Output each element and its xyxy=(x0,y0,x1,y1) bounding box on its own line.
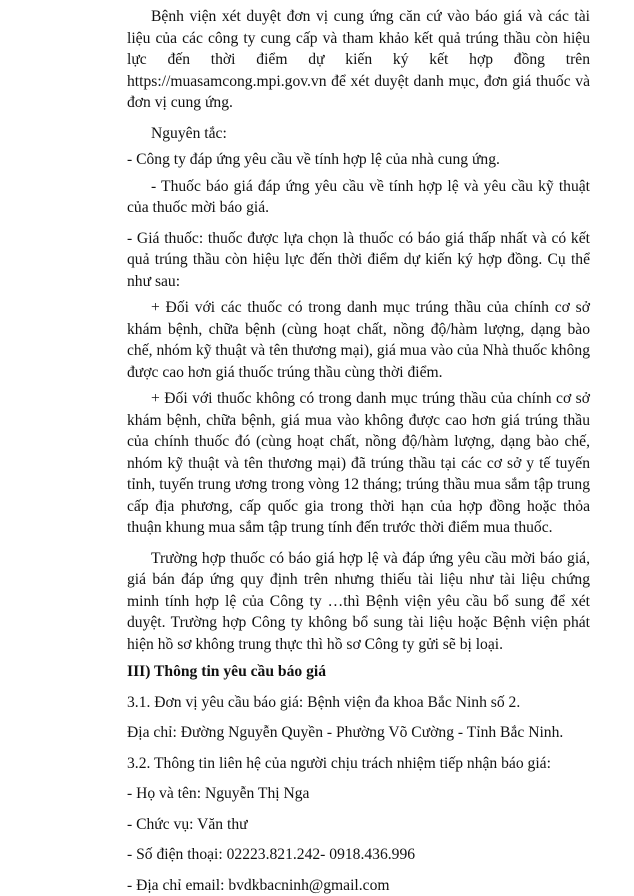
contact-phone: - Số điện thoại: 02223.821.242- 0918.436.996 xyxy=(127,844,590,866)
contact-name: - Họ và tên: Nguyễn Thị Nga xyxy=(127,783,590,805)
paragraph-drug-price: - Giá thuốc: thuốc được lựa chọn là thuốc có báo giá thấp nhất và có kết quả trúng thầu còn hiệu lực đến thời điểm dự kiến ký hợp đồng. Cụ thể như sau: xyxy=(127,228,590,293)
paragraph-missing-documents: Trường hợp thuốc có báo giá hợp lệ và đáp ứng yêu cầu mời báo giá, giá bán đáp ứng quy định trên nhưng thiếu tài liệu như tài liệu chứng minh tính hợp lệ của Công ty …thì Bệnh viện yêu cầu bổ sung để xét duyệt. Trường hợp Công ty không bổ sung tài liệu hoặc Bệnh viện phát hiện hồ sơ không trung thực thì hồ sơ Công ty gửi sẽ bị loại. xyxy=(127,548,590,656)
paragraph-review-basis: Bệnh viện xét duyệt đơn vị cung ứng căn cứ vào báo giá và các tài liệu của các công ty cung cấp và tham khảo kết quả trúng thầu còn hiệu lực đến thời điểm dự kiến ký kết hợp đồng trên https://muasamcong.mpi.gov.vn để xét duyệt danh mục, đơn giá thuốc và đơn vị cung ứng. xyxy=(127,6,590,114)
paragraph-not-in-list: + Đối với thuốc không có trong danh mục trúng thầu của chính cơ sở khám bệnh, chữa bệnh, giá mua vào không được cao hơn giá trúng thầu của chính thuốc đó (cùng hoạt chất, nồng độ/hàm lượng, dạng bào chế, nhóm kỹ thuật và tên thương mại) đã trúng thầu tại các cơ sở y tế tuyến tỉnh, tuyến trung ương trong vòng 12 tháng; trúng thầu mua sắm tập trung cấp địa phương, cấp quốc gia trong thời hạn của hợp đồng hoặc thỏa thuận khung mua sắm tập trung tính đến trước thời điểm mua thuốc. xyxy=(127,388,590,539)
contact-position: - Chức vụ: Văn thư xyxy=(127,814,590,836)
paragraph-drug-validity: - Thuốc báo giá đáp ứng yêu cầu về tính hợp lệ và yêu cầu kỹ thuật của thuốc mời báo giá. xyxy=(127,176,590,219)
address: Địa chỉ: Đường Nguyễn Quyền - Phường Võ Cường - Tỉnh Bắc Ninh. xyxy=(127,722,590,744)
requesting-unit: 3.1. Đơn vị yêu cầu báo giá: Bệnh viện đa khoa Bắc Ninh số 2. xyxy=(127,692,590,714)
contact-email: - Địa chỉ email: bvdkbacninh@gmail.com xyxy=(127,875,590,896)
contact-intro: 3.2. Thông tin liên hệ của người chịu trách nhiệm tiếp nhận báo giá: xyxy=(127,753,590,775)
paragraph-principles-title: Nguyên tắc: xyxy=(127,123,590,145)
paragraph-company-validity: - Công ty đáp ứng yêu cầu về tính hợp lệ của nhà cung ứng. xyxy=(127,149,590,171)
paragraph-in-list: + Đối với các thuốc có trong danh mục trúng thầu của chính cơ sở khám bệnh, chữa bệnh (cùng hoạt chất, nồng độ/hàm lượng, dạng bào chế, nhóm kỹ thuật và tên thương mại), giá mua vào của Nhà thuốc không được cao hơn giá thuốc trúng thầu cùng thời điểm. xyxy=(127,297,590,383)
section-heading: III) Thông tin yêu cầu báo giá xyxy=(127,661,590,683)
